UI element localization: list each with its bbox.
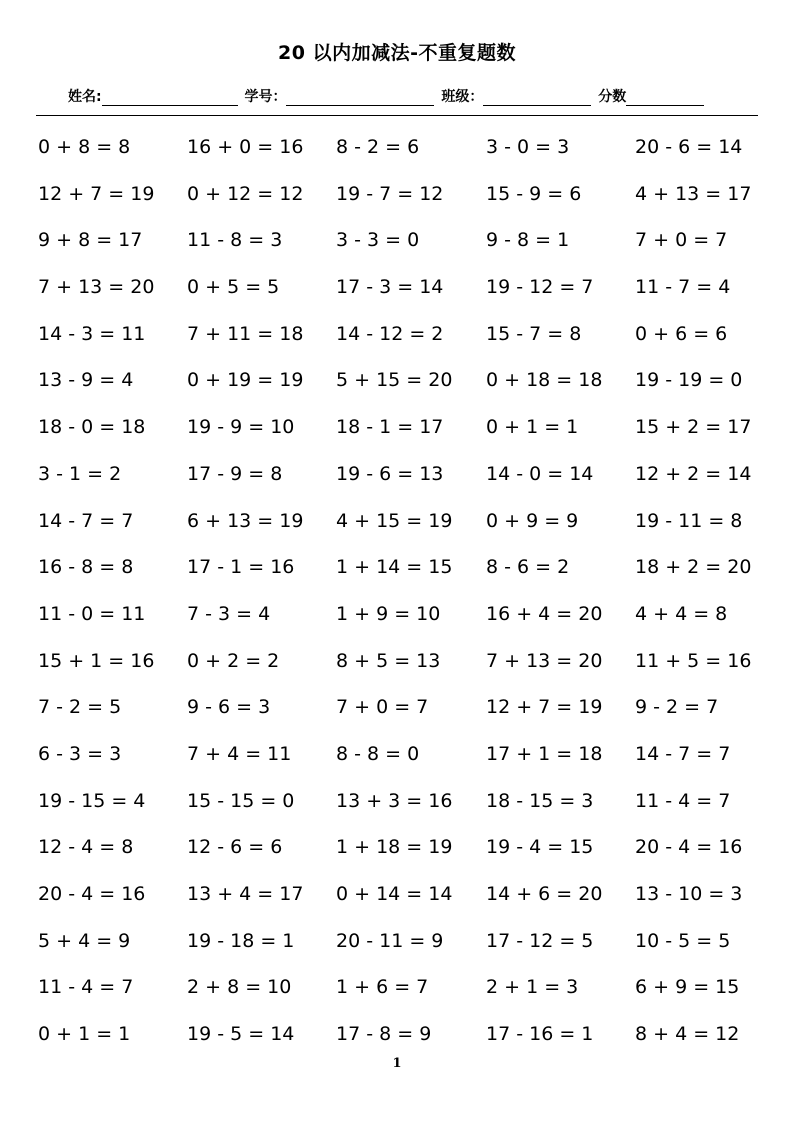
math-problem: 11 + 5 = 16 [635, 649, 752, 672]
math-problem: 0 + 1 = 1 [38, 1023, 131, 1046]
math-problem: 17 - 9 = 8 [187, 462, 283, 485]
class-label: 班级： [441, 89, 484, 105]
math-problem: 0 + 18 = 18 [486, 369, 603, 392]
math-problem: 17 - 12 = 5 [486, 929, 594, 952]
math-problem: 4 + 4 = 8 [635, 602, 728, 625]
math-problem: 10 - 5 = 5 [635, 929, 731, 952]
math-problem: 0 + 5 = 5 [187, 276, 280, 299]
math-problem: 19 - 18 = 1 [187, 929, 295, 952]
math-problem: 8 - 6 = 2 [486, 556, 570, 579]
math-problem: 1 + 14 = 15 [336, 556, 453, 579]
math-problem: 14 - 12 = 2 [336, 322, 444, 345]
problem-row [38, 180, 758, 227]
math-problem: 0 + 2 = 2 [187, 649, 280, 672]
math-problem: 0 + 1 = 1 [486, 416, 579, 439]
math-problem: 19 - 5 = 14 [187, 1023, 295, 1046]
problem-row [38, 973, 758, 1020]
math-problem: 15 - 15 = 0 [187, 789, 295, 812]
math-problem: 19 - 19 = 0 [635, 369, 743, 392]
math-problem: 2 + 1 = 3 [486, 976, 579, 999]
math-problem: 20 - 11 = 9 [336, 929, 444, 952]
math-problem: 16 + 4 = 20 [486, 602, 603, 625]
problem-row [38, 600, 758, 647]
problem-row [38, 647, 758, 694]
problem-row [38, 320, 758, 367]
problem-row [38, 927, 758, 974]
page-number: 1 [392, 1056, 402, 1071]
math-problem: 15 + 1 = 16 [38, 649, 155, 672]
math-problem: 7 + 0 = 7 [635, 229, 728, 252]
math-problem: 7 - 2 = 5 [38, 696, 122, 719]
math-problem: 19 - 9 = 10 [187, 416, 295, 439]
math-problem: 12 + 7 = 19 [486, 696, 603, 719]
math-problem: 16 - 8 = 8 [38, 556, 134, 579]
problem-row [38, 787, 758, 834]
math-problem: 11 - 0 = 11 [38, 602, 146, 625]
math-problem: 9 + 8 = 17 [38, 229, 143, 252]
math-problem: 1 + 6 = 7 [336, 976, 429, 999]
math-problem: 12 + 7 = 19 [38, 182, 155, 205]
math-problem: 6 + 9 = 15 [635, 976, 740, 999]
class-blank[interactable] [483, 90, 591, 106]
score-blank[interactable] [626, 90, 704, 106]
math-problem: 8 + 5 = 13 [336, 649, 441, 672]
problem-grid [38, 133, 758, 1067]
math-problem: 4 + 15 = 19 [336, 509, 453, 532]
math-problem: 17 - 16 = 1 [486, 1023, 594, 1046]
problem-row [38, 507, 758, 554]
math-problem: 0 + 9 = 9 [486, 509, 579, 532]
problem-row [38, 366, 758, 413]
math-problem: 8 - 8 = 0 [336, 742, 420, 765]
math-problem: 3 - 0 = 3 [486, 136, 570, 158]
math-problem: 0 + 19 = 19 [187, 369, 304, 392]
math-problem: 11 - 4 = 7 [38, 976, 134, 999]
math-problem: 5 + 4 = 9 [38, 929, 131, 952]
math-problem: 1 + 18 = 19 [336, 836, 453, 859]
math-problem: 0 + 12 = 12 [187, 182, 304, 205]
math-problem: 17 - 1 = 16 [187, 556, 295, 579]
math-problem: 14 - 7 = 7 [38, 509, 134, 532]
math-problem: 14 - 0 = 14 [486, 462, 594, 485]
math-problem: 18 - 0 = 18 [38, 416, 146, 439]
problem-row [38, 833, 758, 880]
math-problem: 7 + 13 = 20 [486, 649, 603, 672]
math-problem: 7 - 3 = 4 [187, 602, 271, 625]
math-problem: 18 - 1 = 17 [336, 416, 444, 439]
math-problem: 19 - 15 = 4 [38, 789, 146, 812]
name-label: 姓名: [68, 89, 102, 105]
math-problem: 3 - 3 = 0 [336, 229, 420, 252]
math-problem: 7 + 11 = 18 [187, 322, 304, 345]
math-problem: 2 + 8 = 10 [187, 976, 292, 999]
math-problem: 15 + 2 = 17 [635, 416, 752, 439]
math-problem: 20 - 6 = 14 [635, 136, 743, 158]
math-problem: 11 - 8 = 3 [187, 229, 283, 252]
math-problem: 4 + 13 = 17 [635, 182, 752, 205]
math-problem: 16 + 0 = 16 [187, 136, 304, 158]
math-problem: 7 + 13 = 20 [38, 276, 155, 299]
math-problem: 9 - 6 = 3 [187, 696, 271, 719]
math-problem: 8 + 4 = 12 [635, 1023, 740, 1046]
math-problem: 19 - 4 = 15 [486, 836, 594, 859]
math-problem: 9 - 8 = 1 [486, 229, 570, 252]
math-problem: 13 - 10 = 3 [635, 883, 743, 905]
math-problem: 13 - 9 = 4 [38, 369, 134, 392]
problem-row [38, 413, 758, 460]
math-problem: 6 - 3 = 3 [38, 742, 122, 765]
math-problem: 0 + 6 = 6 [635, 322, 728, 345]
math-problem: 20 - 4 = 16 [635, 836, 743, 859]
math-problem: 19 - 12 = 7 [486, 276, 594, 299]
math-problem: 3 - 1 = 2 [38, 462, 122, 485]
math-problem: 19 - 7 = 12 [336, 182, 444, 205]
math-problem: 18 + 2 = 20 [635, 556, 752, 579]
problem-row [38, 693, 758, 740]
math-problem: 12 + 2 = 14 [635, 462, 752, 485]
math-problem: 17 - 8 = 9 [336, 1023, 432, 1046]
math-problem: 7 + 0 = 7 [336, 696, 429, 719]
math-problem: 1 + 9 = 10 [336, 602, 441, 625]
math-problem: 12 - 4 = 8 [38, 836, 134, 859]
problem-row [38, 460, 758, 507]
math-problem: 18 - 15 = 3 [486, 789, 594, 812]
score-label: 分数 [598, 89, 627, 105]
student-id-blank[interactable] [286, 90, 434, 106]
problem-row [38, 226, 758, 273]
math-problem: 20 - 4 = 16 [38, 883, 146, 905]
math-problem: 7 + 4 = 11 [187, 742, 292, 765]
math-problem: 8 - 2 = 6 [336, 136, 420, 158]
math-problem: 19 - 6 = 13 [336, 462, 444, 485]
problem-row [38, 740, 758, 787]
header-divider [36, 115, 758, 116]
student-info-header [68, 86, 758, 108]
math-problem: 12 - 6 = 6 [187, 836, 283, 859]
math-problem: 13 + 4 = 17 [187, 883, 304, 905]
math-problem: 13 + 3 = 16 [336, 789, 453, 812]
math-problem: 19 - 11 = 8 [635, 509, 743, 532]
math-problem: 15 - 7 = 8 [486, 322, 582, 345]
math-problem: 14 - 3 = 11 [38, 322, 146, 345]
math-problem: 11 - 4 = 7 [635, 789, 731, 812]
problem-row [38, 273, 758, 320]
math-problem: 6 + 13 = 19 [187, 509, 304, 532]
student-id-label: 学号： [244, 89, 287, 105]
problem-row [38, 880, 758, 927]
math-problem: 14 + 6 = 20 [486, 883, 603, 905]
math-problem: 9 - 2 = 7 [635, 696, 719, 719]
math-problem: 11 - 7 = 4 [635, 276, 731, 299]
problem-row [38, 553, 758, 600]
name-blank[interactable] [102, 90, 238, 106]
math-problem: 15 - 9 = 6 [486, 182, 582, 205]
math-problem: 14 - 7 = 7 [635, 742, 731, 765]
math-problem: 17 + 1 = 18 [486, 742, 603, 765]
math-problem: 5 + 15 = 20 [336, 369, 453, 392]
math-problem: 17 - 3 = 14 [336, 276, 444, 299]
math-problem: 0 + 14 = 14 [336, 883, 453, 905]
problem-row [38, 133, 758, 180]
worksheet-title: 20 以内加减法-不重复题数 [278, 42, 516, 64]
math-problem: 0 + 8 = 8 [38, 136, 131, 158]
